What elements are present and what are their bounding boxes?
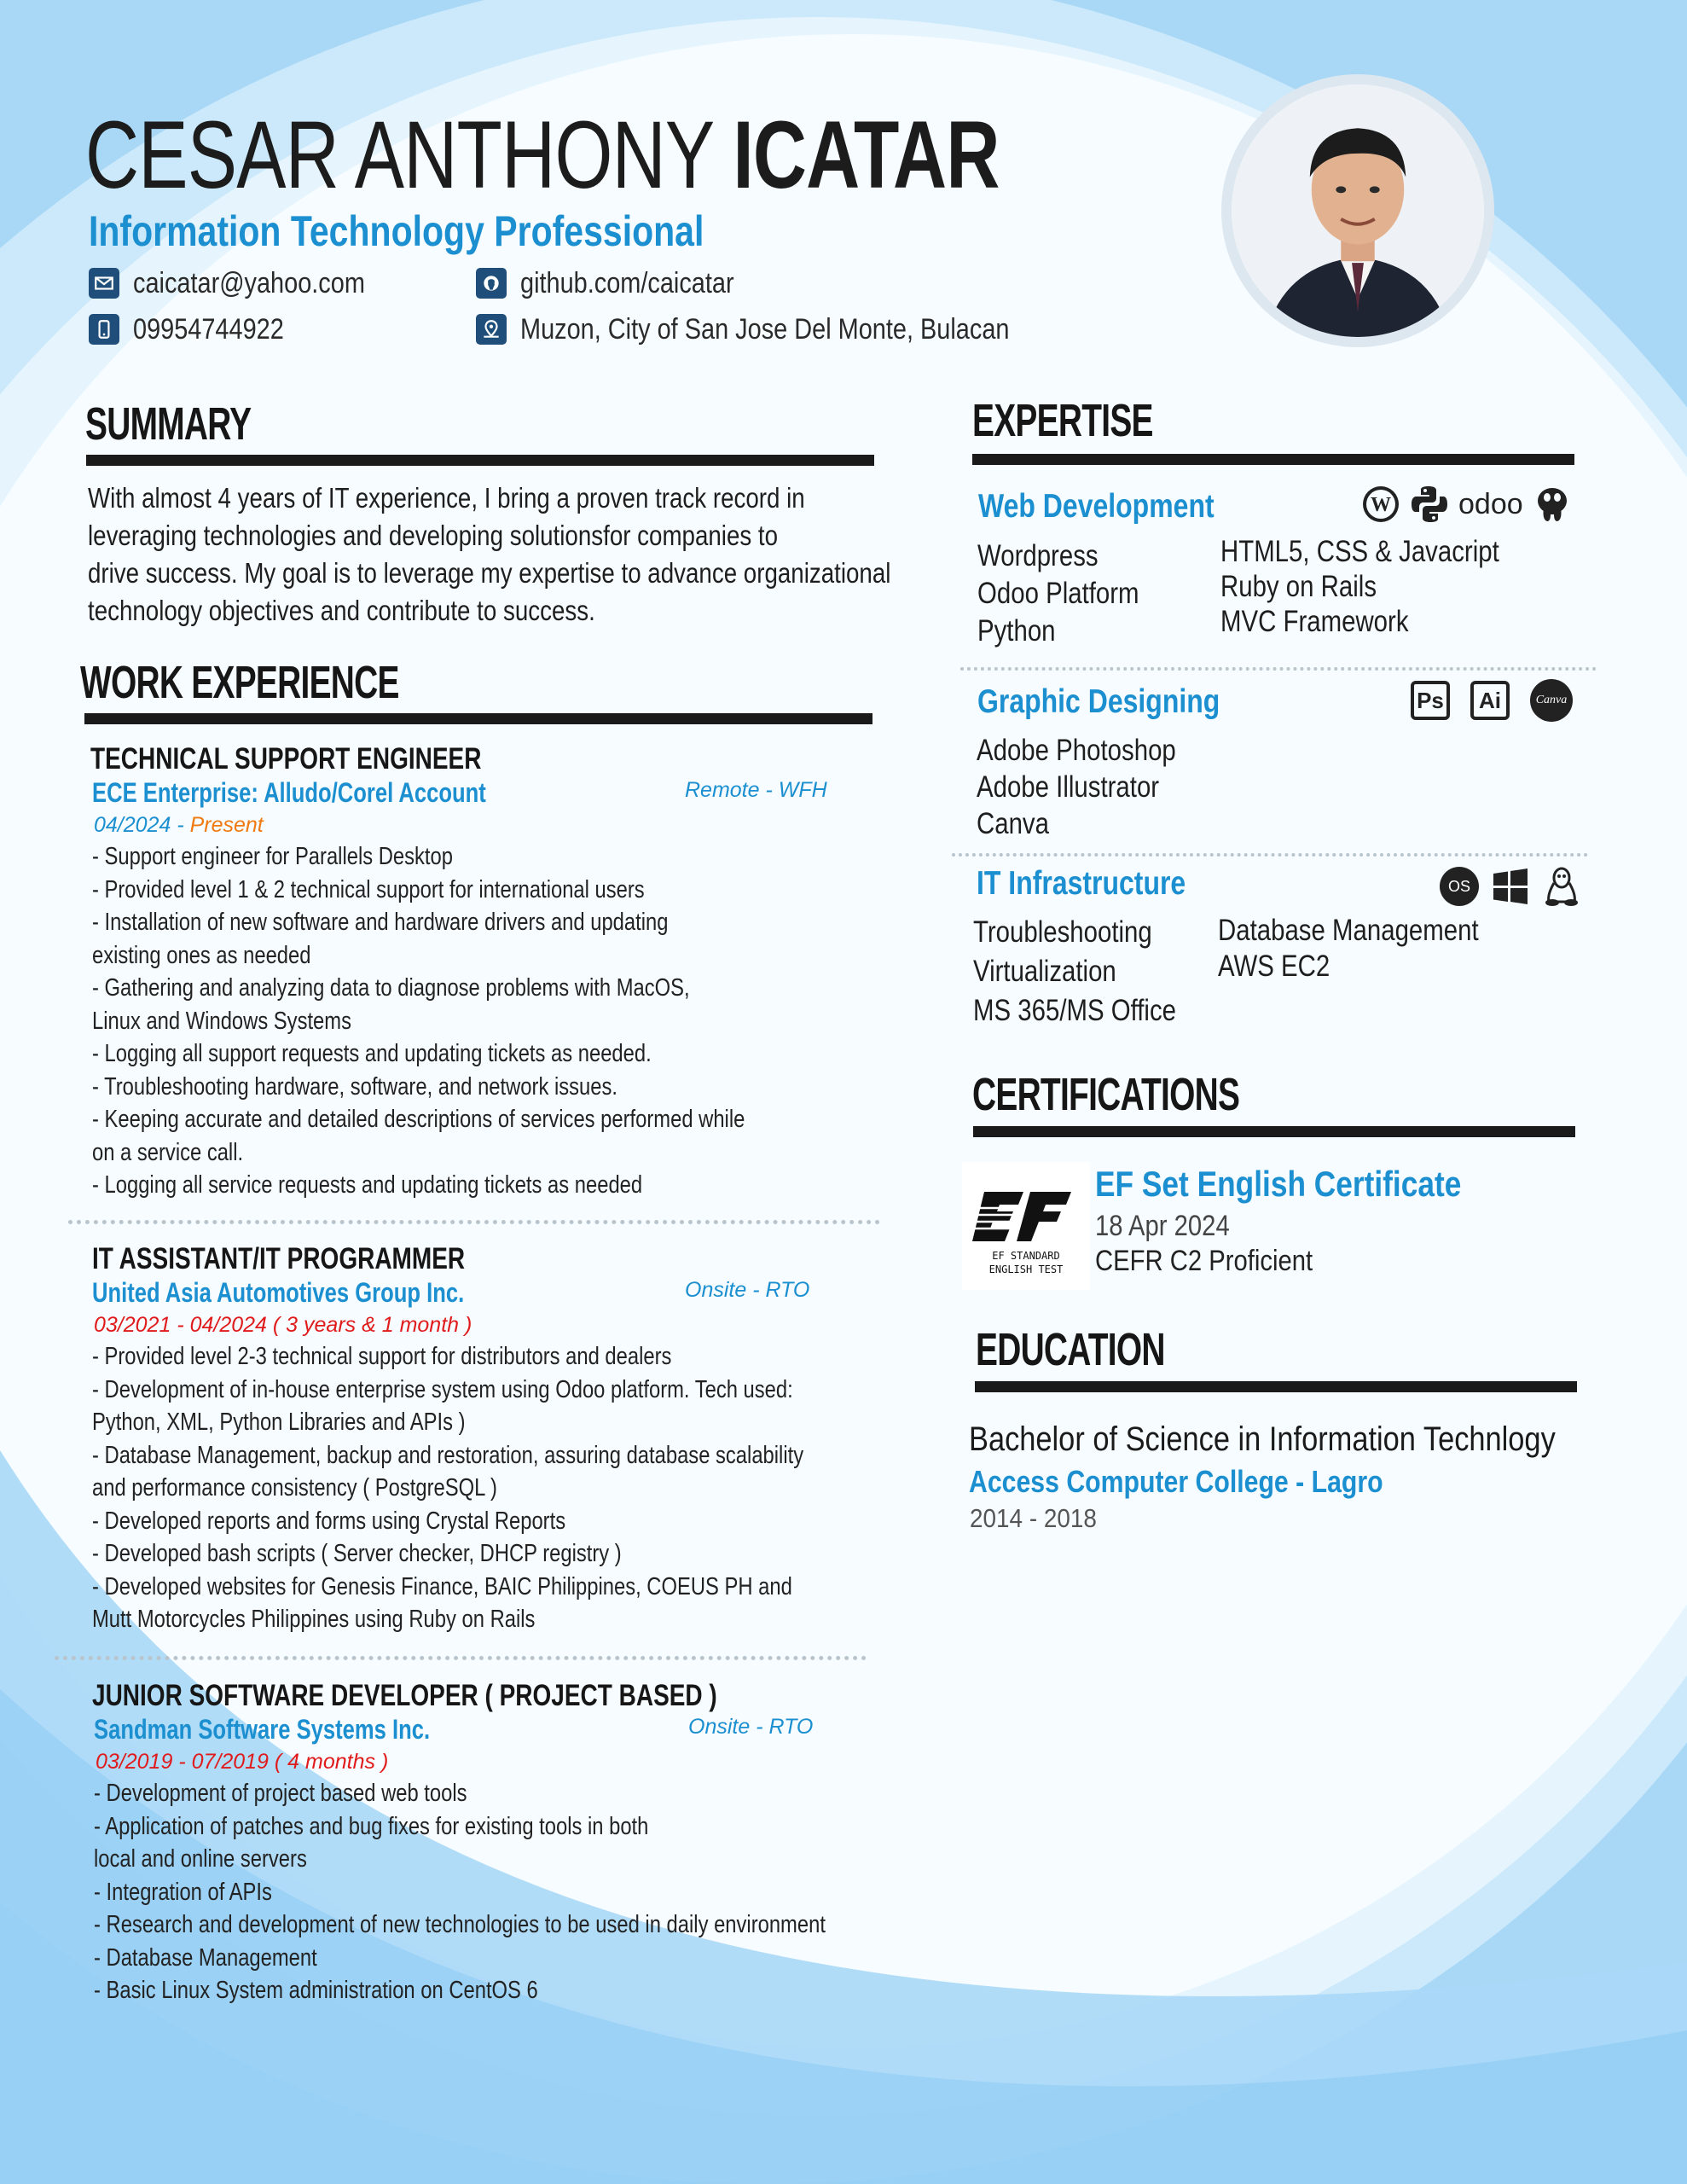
job-dates: 03/2021 - 04/2024 ( 3 years & 1 month ) xyxy=(94,1313,472,1337)
job-work-mode: Remote - WFH xyxy=(685,778,827,802)
linux-icon xyxy=(1542,866,1581,907)
expertise-divider xyxy=(972,454,1574,465)
graphic-designing-title: Graphic Designing xyxy=(977,683,1220,720)
github-contact[interactable] xyxy=(476,266,772,300)
infra-skills-col1: Troubleshooting Virtualization MS 365/MS Office xyxy=(973,915,1177,1027)
job-work-mode: Onsite - RTO xyxy=(685,1278,810,1302)
expertise-separator xyxy=(960,667,1597,671)
email-contact[interactable] xyxy=(89,266,406,300)
email-text: caicatar@yahoo.com xyxy=(133,266,365,299)
mail-icon xyxy=(89,268,119,299)
job-company: ECE Enterprise: Alludo/Corel Account xyxy=(92,777,486,808)
job-responsibilities: - Provided level 2-3 technical support for distributors and dealers - Development of in-house enterprise system using Odoo platform. Tech used: Python, XML, Python Libraries and APIs ) - Database Management, backup and restoration, assuring database scalability and performance consistency ( PostgreSQL ) - Developed reports and forms using Crystal Reports - Developed bash scripts ( Server checker, DHCP registry ) - Developed websites for Genesis Finance, BAIC Philippines, COEUS PH and Mutt Motorcycles Philippines using Ruby on Rails xyxy=(92,1343,804,1633)
address-contact xyxy=(476,312,1096,346)
person-avatar-icon xyxy=(1232,84,1484,337)
summary-divider xyxy=(86,455,874,466)
job-company: United Asia Automotives Group Inc. xyxy=(92,1277,465,1308)
design-tool-icons xyxy=(1411,679,1573,722)
canva-icon: Canva xyxy=(1530,679,1573,722)
professional-title: Information Technology Professional xyxy=(89,207,704,255)
work-experience-divider xyxy=(84,713,872,724)
web-tech-icons xyxy=(1361,484,1573,525)
certificate-name: EF Set English Certificate xyxy=(1095,1164,1462,1204)
certifications-divider xyxy=(973,1126,1575,1137)
education-heading: EDUCATION xyxy=(976,1324,1165,1375)
ef-certificate-logo xyxy=(962,1162,1090,1290)
phone-icon xyxy=(89,314,119,345)
phone-contact[interactable] xyxy=(89,312,310,346)
job-responsibilities: - Development of project based web tools - Application of patches and bug fixes for existing tools in both local and online servers - Integration of APIs - Research and development of new technologies to be used in daily environment - Database Management - Basic Linux System administration on CentOS 6 xyxy=(94,1780,826,2004)
web-skills-col1: Wordpress Odoo Platform Python xyxy=(977,539,1139,648)
windows-icon xyxy=(1491,867,1530,906)
web-development-title: Web Development xyxy=(978,488,1215,525)
illustrator-icon: Ai xyxy=(1470,681,1510,720)
education-school: Access Computer College - Lagro xyxy=(969,1464,1383,1499)
job-dates: 03/2019 - 07/2019 ( 4 months ) xyxy=(96,1750,389,1774)
odoo-logo: odoo xyxy=(1458,487,1523,520)
certificate-date: 18 Apr 2024 xyxy=(1095,1210,1230,1242)
expertise-separator xyxy=(952,853,1588,857)
work-experience-heading: WORK EXPERIENCE xyxy=(80,657,399,708)
education-years: 2014 - 2018 xyxy=(970,1503,1097,1533)
postgresql-icon xyxy=(1532,484,1573,525)
job-separator xyxy=(55,1656,867,1660)
macos-icon: OS xyxy=(1440,867,1479,906)
job-work-mode: Onsite - RTO xyxy=(688,1715,814,1739)
job-title: IT ASSISTANT/IT PROGRAMMER xyxy=(92,1242,466,1275)
job-title: TECHNICAL SUPPORT ENGINEER xyxy=(90,742,482,775)
location-pin-icon xyxy=(476,314,507,345)
last-name: ICATAR xyxy=(733,102,1000,208)
svg-text:ENGLISH TEST: ENGLISH TEST xyxy=(988,1263,1064,1275)
python-icon xyxy=(1409,484,1450,525)
job-responsibilities: - Support engineer for Parallels Desktop - Provided level 1 & 2 technical support for international users - Installation of new software and hardware drivers and updating existing ones as needed - Gathering and analyzing data to diagnose problems with MacOS, Linux and Windows Systems - Logging all support requests and updating tickets as needed. - Troubleshooting hardware, software, and network issues. - Keeping accurate and detailed descriptions of services performed while on a service call. - Logging all service requests and updating tickets as needed xyxy=(92,843,745,1199)
summary-heading: SUMMARY xyxy=(85,398,252,450)
first-name: CESAR ANTHONY xyxy=(85,102,713,208)
ef-logo-icon xyxy=(962,1162,1090,1290)
infra-skills-col2: Database Management AWS EC2 xyxy=(1218,914,1479,983)
address-text: Muzon, City of San Jose Del Monte, Bulacan xyxy=(520,312,1010,346)
candidate-name xyxy=(85,102,1257,208)
profile-photo xyxy=(1221,74,1494,347)
it-infrastructure-title: IT Infrastructure xyxy=(977,865,1186,902)
svg-text:W: W xyxy=(1371,494,1391,516)
expertise-heading: EXPERTISE xyxy=(972,395,1153,446)
photoshop-icon: Ps xyxy=(1411,681,1450,720)
job-separator xyxy=(68,1220,880,1224)
certifications-heading: CERTIFICATIONS xyxy=(972,1069,1240,1120)
github-icon xyxy=(476,268,507,299)
certificate-level: CEFR C2 Proficient xyxy=(1095,1245,1313,1277)
web-skills-col2: HTML5, CSS & Javacript Ruby on Rails MVC Framework xyxy=(1220,535,1499,638)
job-company: Sandman Software Systems Inc. xyxy=(94,1714,431,1745)
job-title: JUNIOR SOFTWARE DEVELOPER ( PROJECT BASED ) xyxy=(92,1679,717,1712)
os-icons xyxy=(1440,866,1581,907)
job-dates: 04/2024 - Present xyxy=(94,813,264,837)
education-degree: Bachelor of Science in Information Technlogy xyxy=(969,1420,1556,1458)
svg-text:EF STANDARD: EF STANDARD xyxy=(992,1250,1060,1262)
github-text: github.com/caicatar xyxy=(520,266,734,299)
graphic-skills: Adobe Photoshop Adobe Illustrator Canva xyxy=(977,734,1176,840)
wordpress-icon xyxy=(1361,485,1400,524)
education-divider xyxy=(975,1381,1577,1392)
summary-text: With almost 4 years of IT experience, I bring a proven track record in leveraging technologies and developing solutionsfor companies to drive success. My goal is to leverage my expertise to advance organizational technology objectives and contribute to success. xyxy=(88,482,891,626)
phone-text: 09954744922 xyxy=(133,312,284,346)
